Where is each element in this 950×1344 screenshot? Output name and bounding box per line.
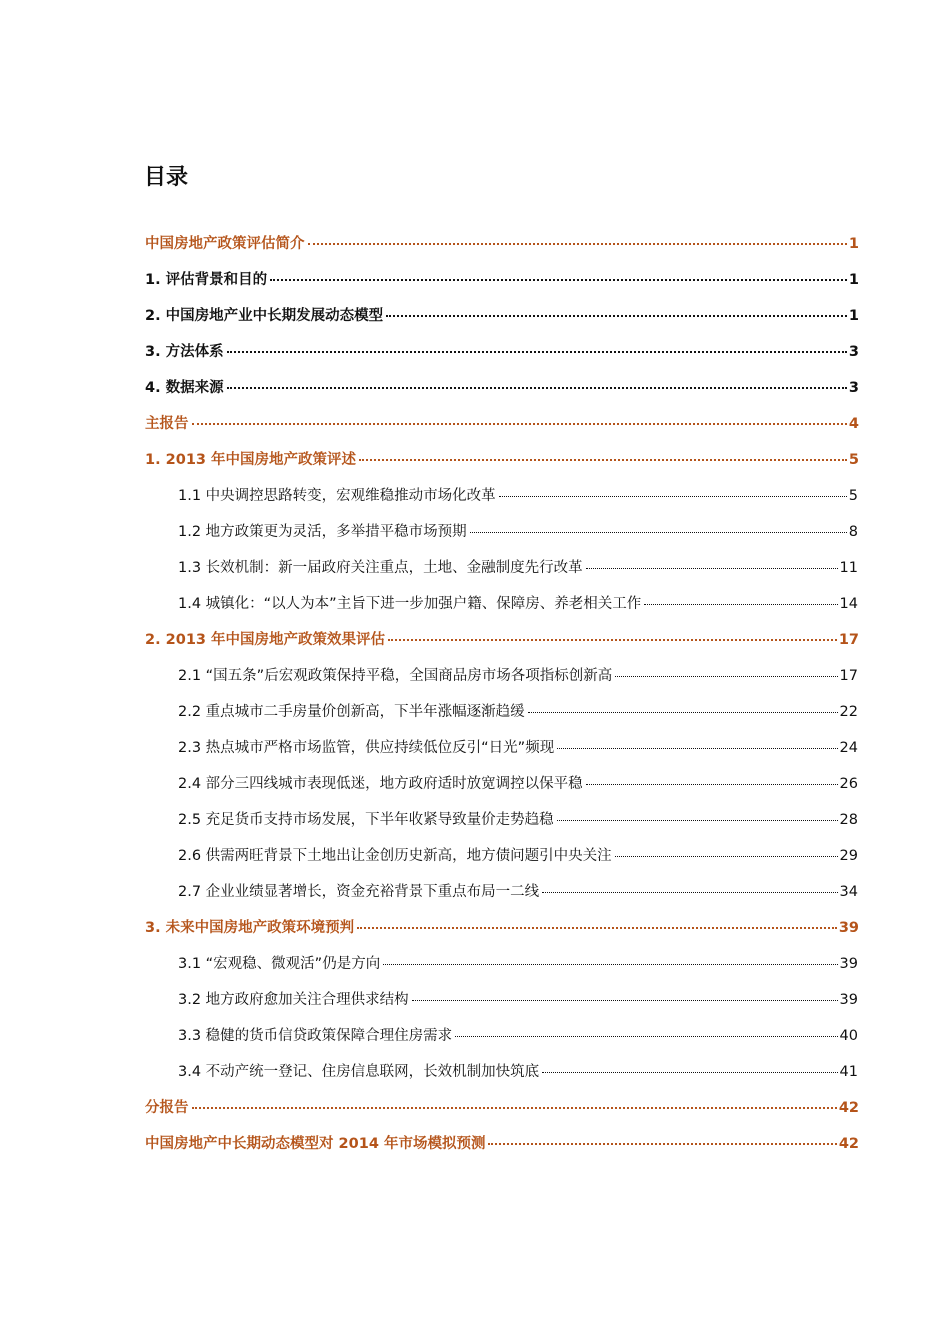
toc-dot-leader [542, 1072, 837, 1073]
toc-entry-label: 3.1 “宏观稳、微观活”仍是方向 [178, 956, 381, 972]
toc-dot-leader [557, 820, 838, 821]
toc-entry-page-number: 34 [839, 884, 858, 900]
toc-entry-section[interactable] [145, 625, 859, 655]
toc-dot-leader [542, 892, 837, 893]
toc-entry-page-number: 3 [848, 344, 859, 360]
toc-entry-label: 2.1 “国五条”后宏观政策保持平稳，全国商品房市场各项指标创新高 [178, 668, 613, 684]
toc-dot-leader [386, 315, 847, 317]
toc-entry-page-number: 8 [848, 524, 858, 540]
toc-dot-leader [227, 351, 847, 353]
toc-entry-subsection[interactable] [178, 1021, 858, 1051]
toc-entry-section[interactable] [145, 373, 859, 403]
toc-entry-page-number: 26 [839, 776, 858, 792]
toc-entry-page-number: 11 [839, 560, 858, 576]
toc-dot-leader [586, 568, 838, 569]
toc-entry-subsection[interactable] [178, 661, 858, 691]
toc-dot-leader [357, 927, 837, 929]
toc-entry-subsection[interactable] [178, 841, 858, 871]
toc-entry-subsection[interactable] [178, 517, 858, 547]
toc-dot-leader [359, 459, 847, 461]
toc-entry-subsection[interactable] [178, 1057, 858, 1087]
toc-dot-leader [227, 387, 847, 389]
toc-entry-label: 1.1 中央调控思路转变，宏观维稳推动市场化改革 [178, 488, 496, 504]
toc-dot-leader [488, 1143, 836, 1145]
toc-dot-leader [308, 243, 847, 245]
toc-entry-page-number: 1 [848, 308, 859, 324]
toc-entry-page-number: 17 [838, 632, 859, 648]
toc-entry-section[interactable] [145, 265, 859, 295]
toc-entry-page-number: 22 [839, 704, 858, 720]
toc-entry-section[interactable] [145, 301, 859, 331]
toc-entry-label: 3. 方法体系 [145, 344, 224, 360]
toc-dot-leader [528, 712, 838, 713]
toc-entry-page-number: 29 [839, 848, 858, 864]
toc-entry-label: 4. 数据来源 [145, 380, 224, 396]
toc-entry-subsection[interactable] [178, 769, 858, 799]
toc-entry-section[interactable] [145, 1093, 859, 1123]
toc-entry-label: 中国房地产中长期动态模型对 2014 年市场模拟预测 [145, 1136, 486, 1152]
toc-entry-subsection[interactable] [178, 589, 858, 619]
toc-dot-leader [615, 856, 838, 857]
toc-entry-page-number: 42 [838, 1136, 859, 1152]
toc-entry-label: 1. 2013 年中国房地产政策评述 [145, 452, 357, 468]
toc-entry-label: 1.4 城镇化：“以人为本”主旨下进一步加强户籍、保障房、养老相关工作 [178, 596, 642, 612]
toc-entry-label: 3.2 地方政府愈加关注合理供求结构 [178, 992, 409, 1008]
toc-entry-subsection[interactable] [178, 985, 858, 1015]
toc-entry-label: 中国房地产政策评估简介 [145, 236, 305, 252]
toc-entry-page-number: 28 [839, 812, 858, 828]
toc-dot-leader [644, 604, 837, 605]
toc-dot-leader [615, 676, 837, 677]
toc-entry-page-number: 5 [848, 488, 858, 504]
toc-entry-label: 2.5 充足货币支持市场发展，下半年收紧导致量价走势趋稳 [178, 812, 554, 828]
toc-dot-leader [557, 748, 837, 749]
toc-entry-section[interactable] [145, 229, 859, 259]
toc-entry-label: 3.4 不动产统一登记、住房信息联网，长效机制加快筑底 [178, 1064, 540, 1080]
toc-entry-subsection[interactable] [178, 805, 858, 835]
toc-dot-leader [383, 964, 837, 965]
toc-entry-page-number: 39 [838, 920, 859, 936]
toc-entry-page-number: 39 [839, 956, 858, 972]
toc-entry-label: 2.3 热点城市严格市场监管，供应持续低位反引“日光”频现 [178, 740, 555, 756]
toc-dot-leader [586, 784, 838, 785]
toc-entry-page-number: 42 [838, 1100, 859, 1116]
toc-entry-subsection[interactable] [178, 949, 858, 979]
toc-entry-section[interactable] [145, 337, 859, 367]
toc-entry-section[interactable] [145, 409, 859, 439]
toc-dot-leader [470, 532, 847, 533]
toc-entry-page-number: 4 [848, 416, 859, 432]
toc-entry-section[interactable] [145, 1129, 859, 1159]
toc-entry-label: 分报告 [145, 1100, 189, 1116]
toc-entry-label: 1. 评估背景和目的 [145, 272, 268, 288]
toc-dot-leader [192, 1107, 837, 1109]
toc-dot-leader [192, 423, 847, 425]
toc-entry-subsection[interactable] [178, 553, 858, 583]
toc-entry-label: 2.4 部分三四线城市表现低迷，地方政府适时放宽调控以保平稳 [178, 776, 583, 792]
toc-entry-page-number: 39 [839, 992, 858, 1008]
toc-dot-leader [499, 496, 847, 497]
toc-entry-label: 1.2 地方政策更为灵活，多举措平稳市场预期 [178, 524, 467, 540]
toc-entry-page-number: 17 [839, 668, 858, 684]
toc-dot-leader [270, 279, 847, 281]
toc-entry-page-number: 5 [848, 452, 859, 468]
toc-entry-page-number: 3 [848, 380, 859, 396]
toc-entry-label: 2. 中国房地产业中长期发展动态模型 [145, 308, 384, 324]
toc-entry-subsection[interactable] [178, 733, 858, 763]
toc-entry-page-number: 24 [839, 740, 858, 756]
toc-entry-page-number: 40 [839, 1028, 858, 1044]
toc-dot-leader [412, 1000, 838, 1001]
toc-title: 目录 [144, 165, 189, 190]
toc-entry-page-number: 14 [839, 596, 858, 612]
toc-entry-page-number: 1 [848, 236, 859, 252]
toc-entry-page-number: 41 [839, 1064, 858, 1080]
toc-entry-section[interactable] [145, 913, 859, 943]
toc-entry-label: 3.3 稳健的货币信贷政策保障合理住房需求 [178, 1028, 453, 1044]
toc-entry-label: 1.3 长效机制：新一届政府关注重点，土地、金融制度先行改革 [178, 560, 583, 576]
toc-entry-label: 主报告 [145, 416, 189, 432]
toc-entry-subsection[interactable] [178, 697, 858, 727]
toc-entry-label: 2.7 企业业绩显著增长，资金充裕背景下重点布局一二线 [178, 884, 540, 900]
toc-entry-label: 2. 2013 年中国房地产政策效果评估 [145, 632, 386, 648]
toc-entry-subsection[interactable] [178, 481, 858, 511]
toc-dot-leader [455, 1036, 837, 1037]
toc-entry-section[interactable] [145, 445, 859, 475]
toc-entry-label: 2.2 重点城市二手房量价创新高，下半年涨幅逐渐趋缓 [178, 704, 525, 720]
toc-dot-leader [388, 639, 837, 641]
toc-entry-page-number: 1 [848, 272, 859, 288]
toc-entry-label: 3. 未来中国房地产政策环境预判 [145, 920, 355, 936]
toc-entry-subsection[interactable] [178, 877, 858, 907]
toc-entry-label: 2.6 供需两旺背景下土地出让金创历史新高，地方债问题引中央关注 [178, 848, 612, 864]
